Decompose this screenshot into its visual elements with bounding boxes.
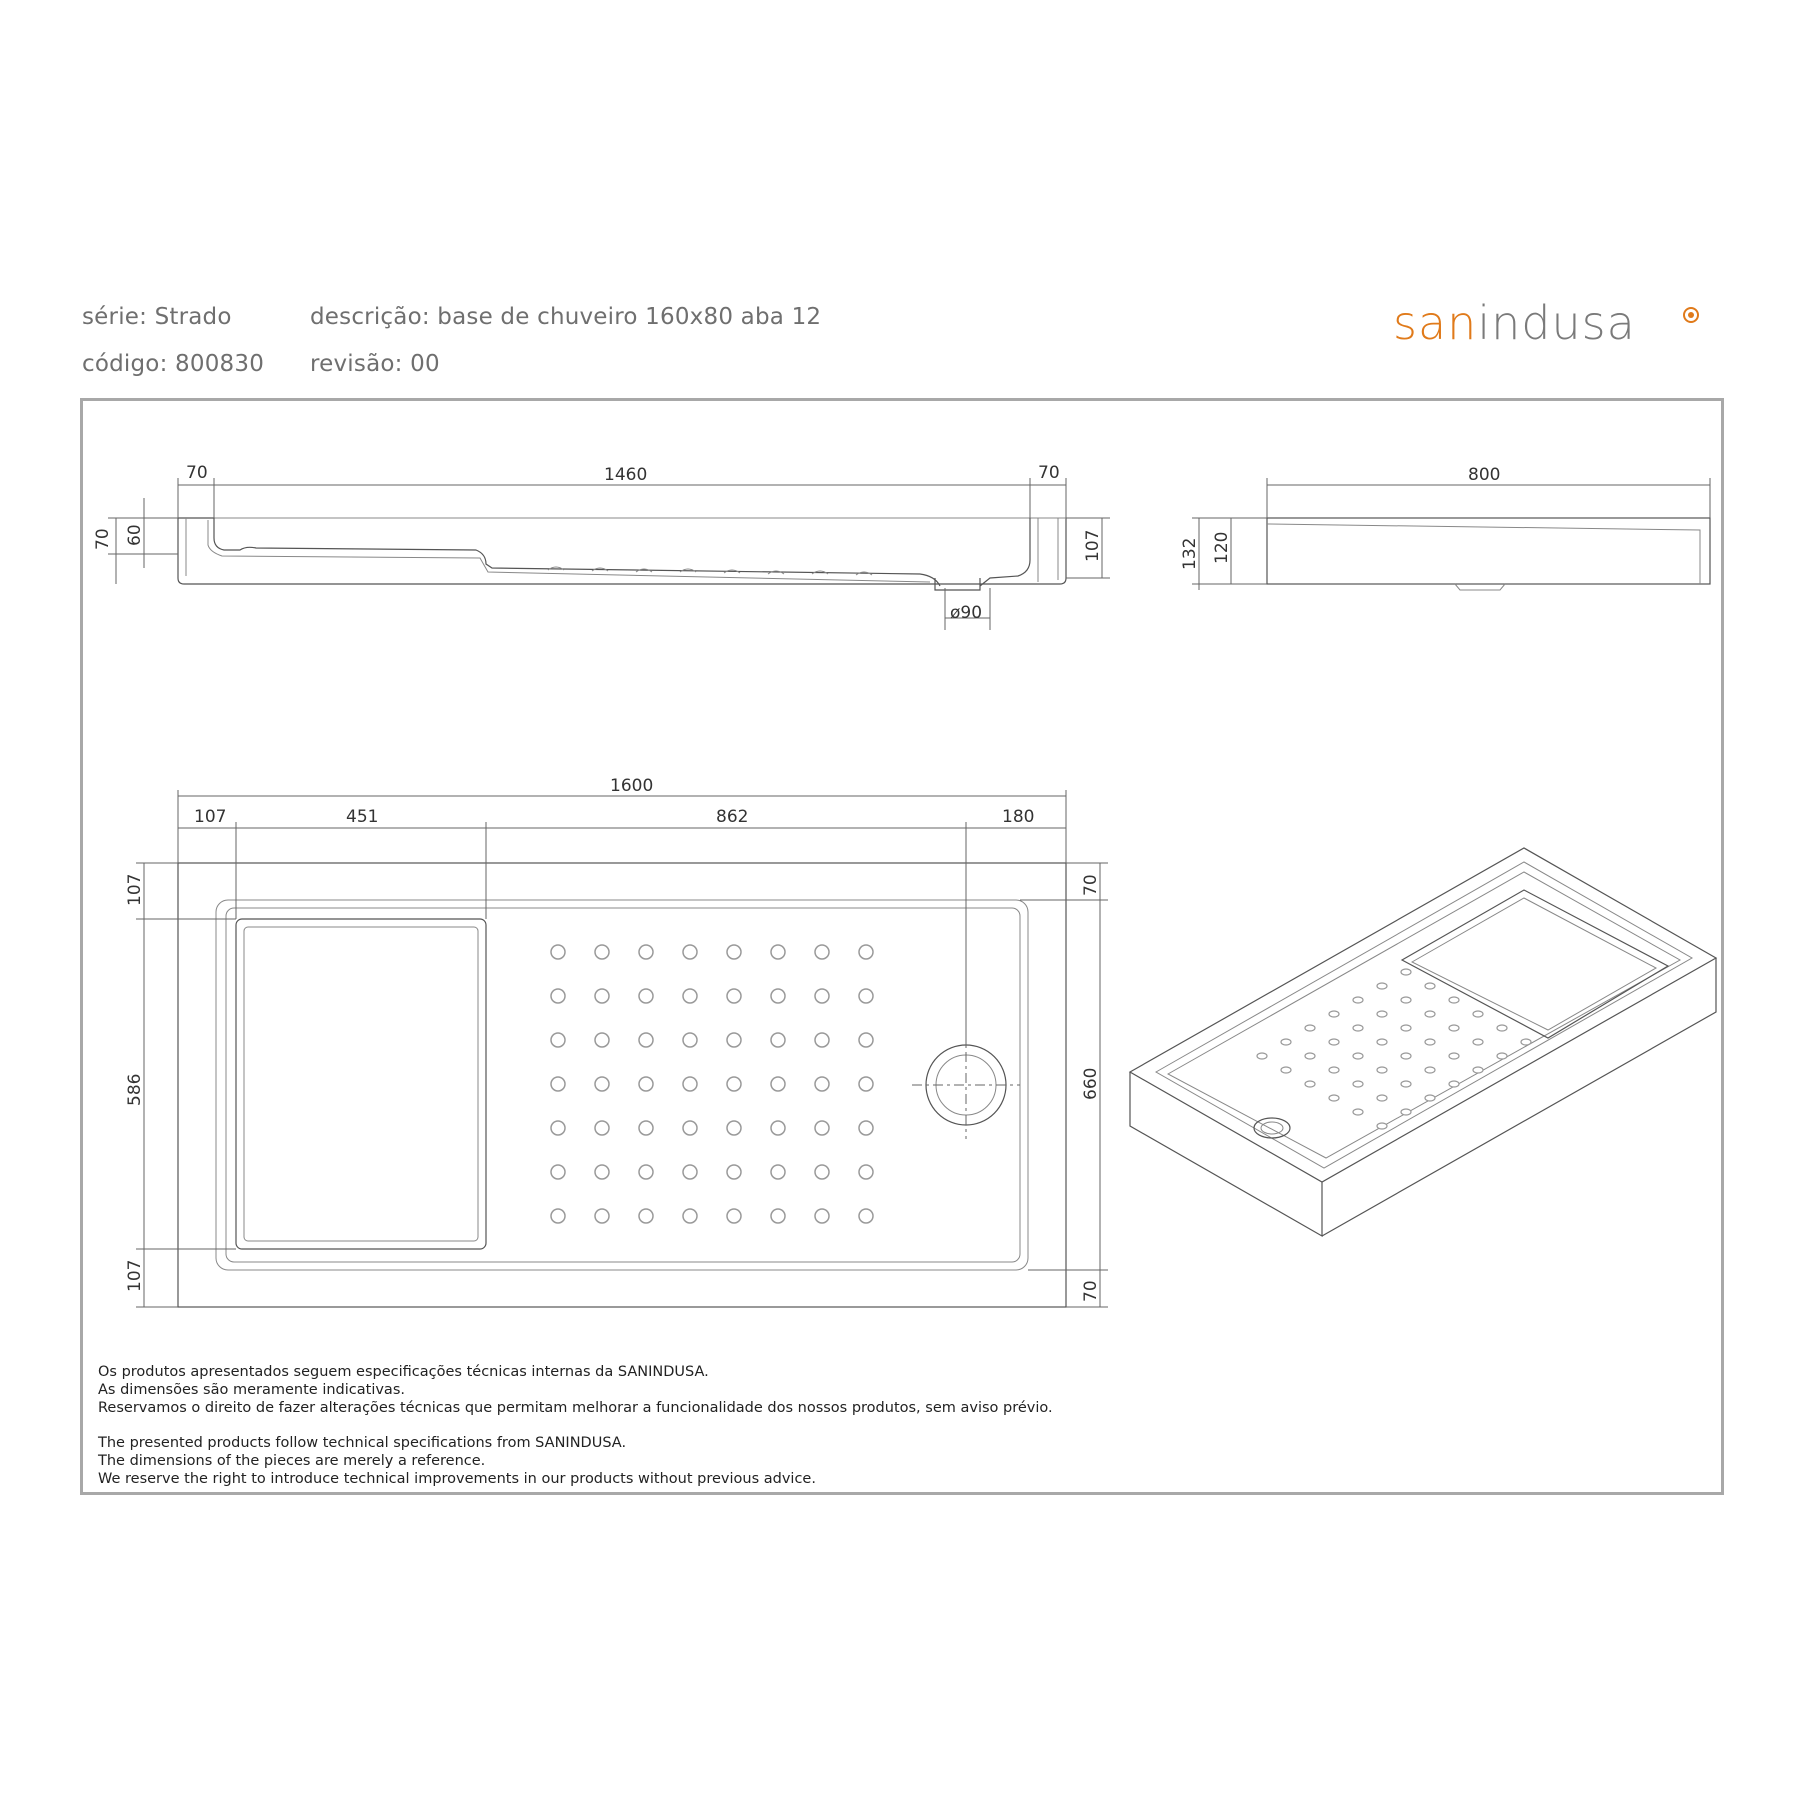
isometric-view bbox=[1130, 848, 1716, 1236]
side-section-view bbox=[93, 463, 1110, 630]
sanindusa-logo: sanindusa bbox=[1393, 296, 1636, 350]
dim-front-total-h: 132 bbox=[1180, 537, 1200, 570]
notes-pt bbox=[98, 1363, 1053, 1417]
front-section-view bbox=[1180, 465, 1710, 590]
serie-label: série: Strado bbox=[82, 304, 232, 330]
note-line: The presented products follow technical specifications from SANINDUSA. bbox=[98, 1435, 627, 1451]
notes-en bbox=[98, 1434, 816, 1488]
dim-plan-left-mid: 586 bbox=[125, 1073, 145, 1106]
dim-drain-diameter: ø90 bbox=[950, 603, 983, 623]
dim-plan-seg3: 862 bbox=[716, 807, 749, 827]
dim-side-right-h: 107 bbox=[1083, 529, 1103, 562]
dim-front-inner-h: 120 bbox=[1212, 531, 1232, 564]
iso-anti-slip-dots bbox=[1257, 969, 1531, 1129]
dim-side-left-flange: 70 bbox=[186, 463, 208, 483]
dim-side-length: 1460 bbox=[604, 465, 648, 485]
dim-plan-left-bot: 107 bbox=[125, 1259, 145, 1292]
description-label: descrição: base de chuveiro 160x80 aba 12 bbox=[310, 304, 822, 330]
dim-plan-right-bot: 70 bbox=[1081, 1280, 1101, 1302]
drain-icon bbox=[912, 1031, 1020, 1139]
dim-plan-left-top: 107 bbox=[125, 873, 145, 906]
dim-plan-right-mid: 660 bbox=[1081, 1067, 1101, 1100]
dim-side-total-h: 70 bbox=[93, 528, 113, 550]
dim-side-right-flange: 70 bbox=[1038, 463, 1060, 483]
note-line: As dimensões são meramente indicativas. bbox=[98, 1382, 405, 1398]
dim-plan-total: 1600 bbox=[610, 776, 654, 796]
note-line: The dimensions of the pieces are merely a reference. bbox=[98, 1453, 486, 1469]
dim-plan-seg4: 180 bbox=[1002, 807, 1035, 827]
note-line: Reservamos o direito de fazer alterações técnicas que permitam melhorar a funcionalidade dos nossos produtos, sem aviso prévio. bbox=[98, 1400, 1053, 1416]
anti-slip-dots bbox=[551, 945, 873, 1223]
dim-plan-right-top: 70 bbox=[1081, 874, 1101, 896]
dim-side-inner-h: 60 bbox=[125, 524, 145, 546]
note-line: Os produtos apresentados seguem especificações técnicas internas da SANINDUSA. bbox=[98, 1364, 709, 1380]
revision-label: revisão: 00 bbox=[310, 351, 440, 377]
code-label: código: 800830 bbox=[82, 351, 265, 377]
dim-front-width: 800 bbox=[1468, 465, 1501, 485]
plan-view bbox=[125, 776, 1108, 1307]
dim-plan-seg2: 451 bbox=[346, 807, 379, 827]
dim-plan-seg1: 107 bbox=[194, 807, 227, 827]
note-line: We reserve the right to introduce technical improvements in our products without previous advice. bbox=[98, 1471, 816, 1487]
